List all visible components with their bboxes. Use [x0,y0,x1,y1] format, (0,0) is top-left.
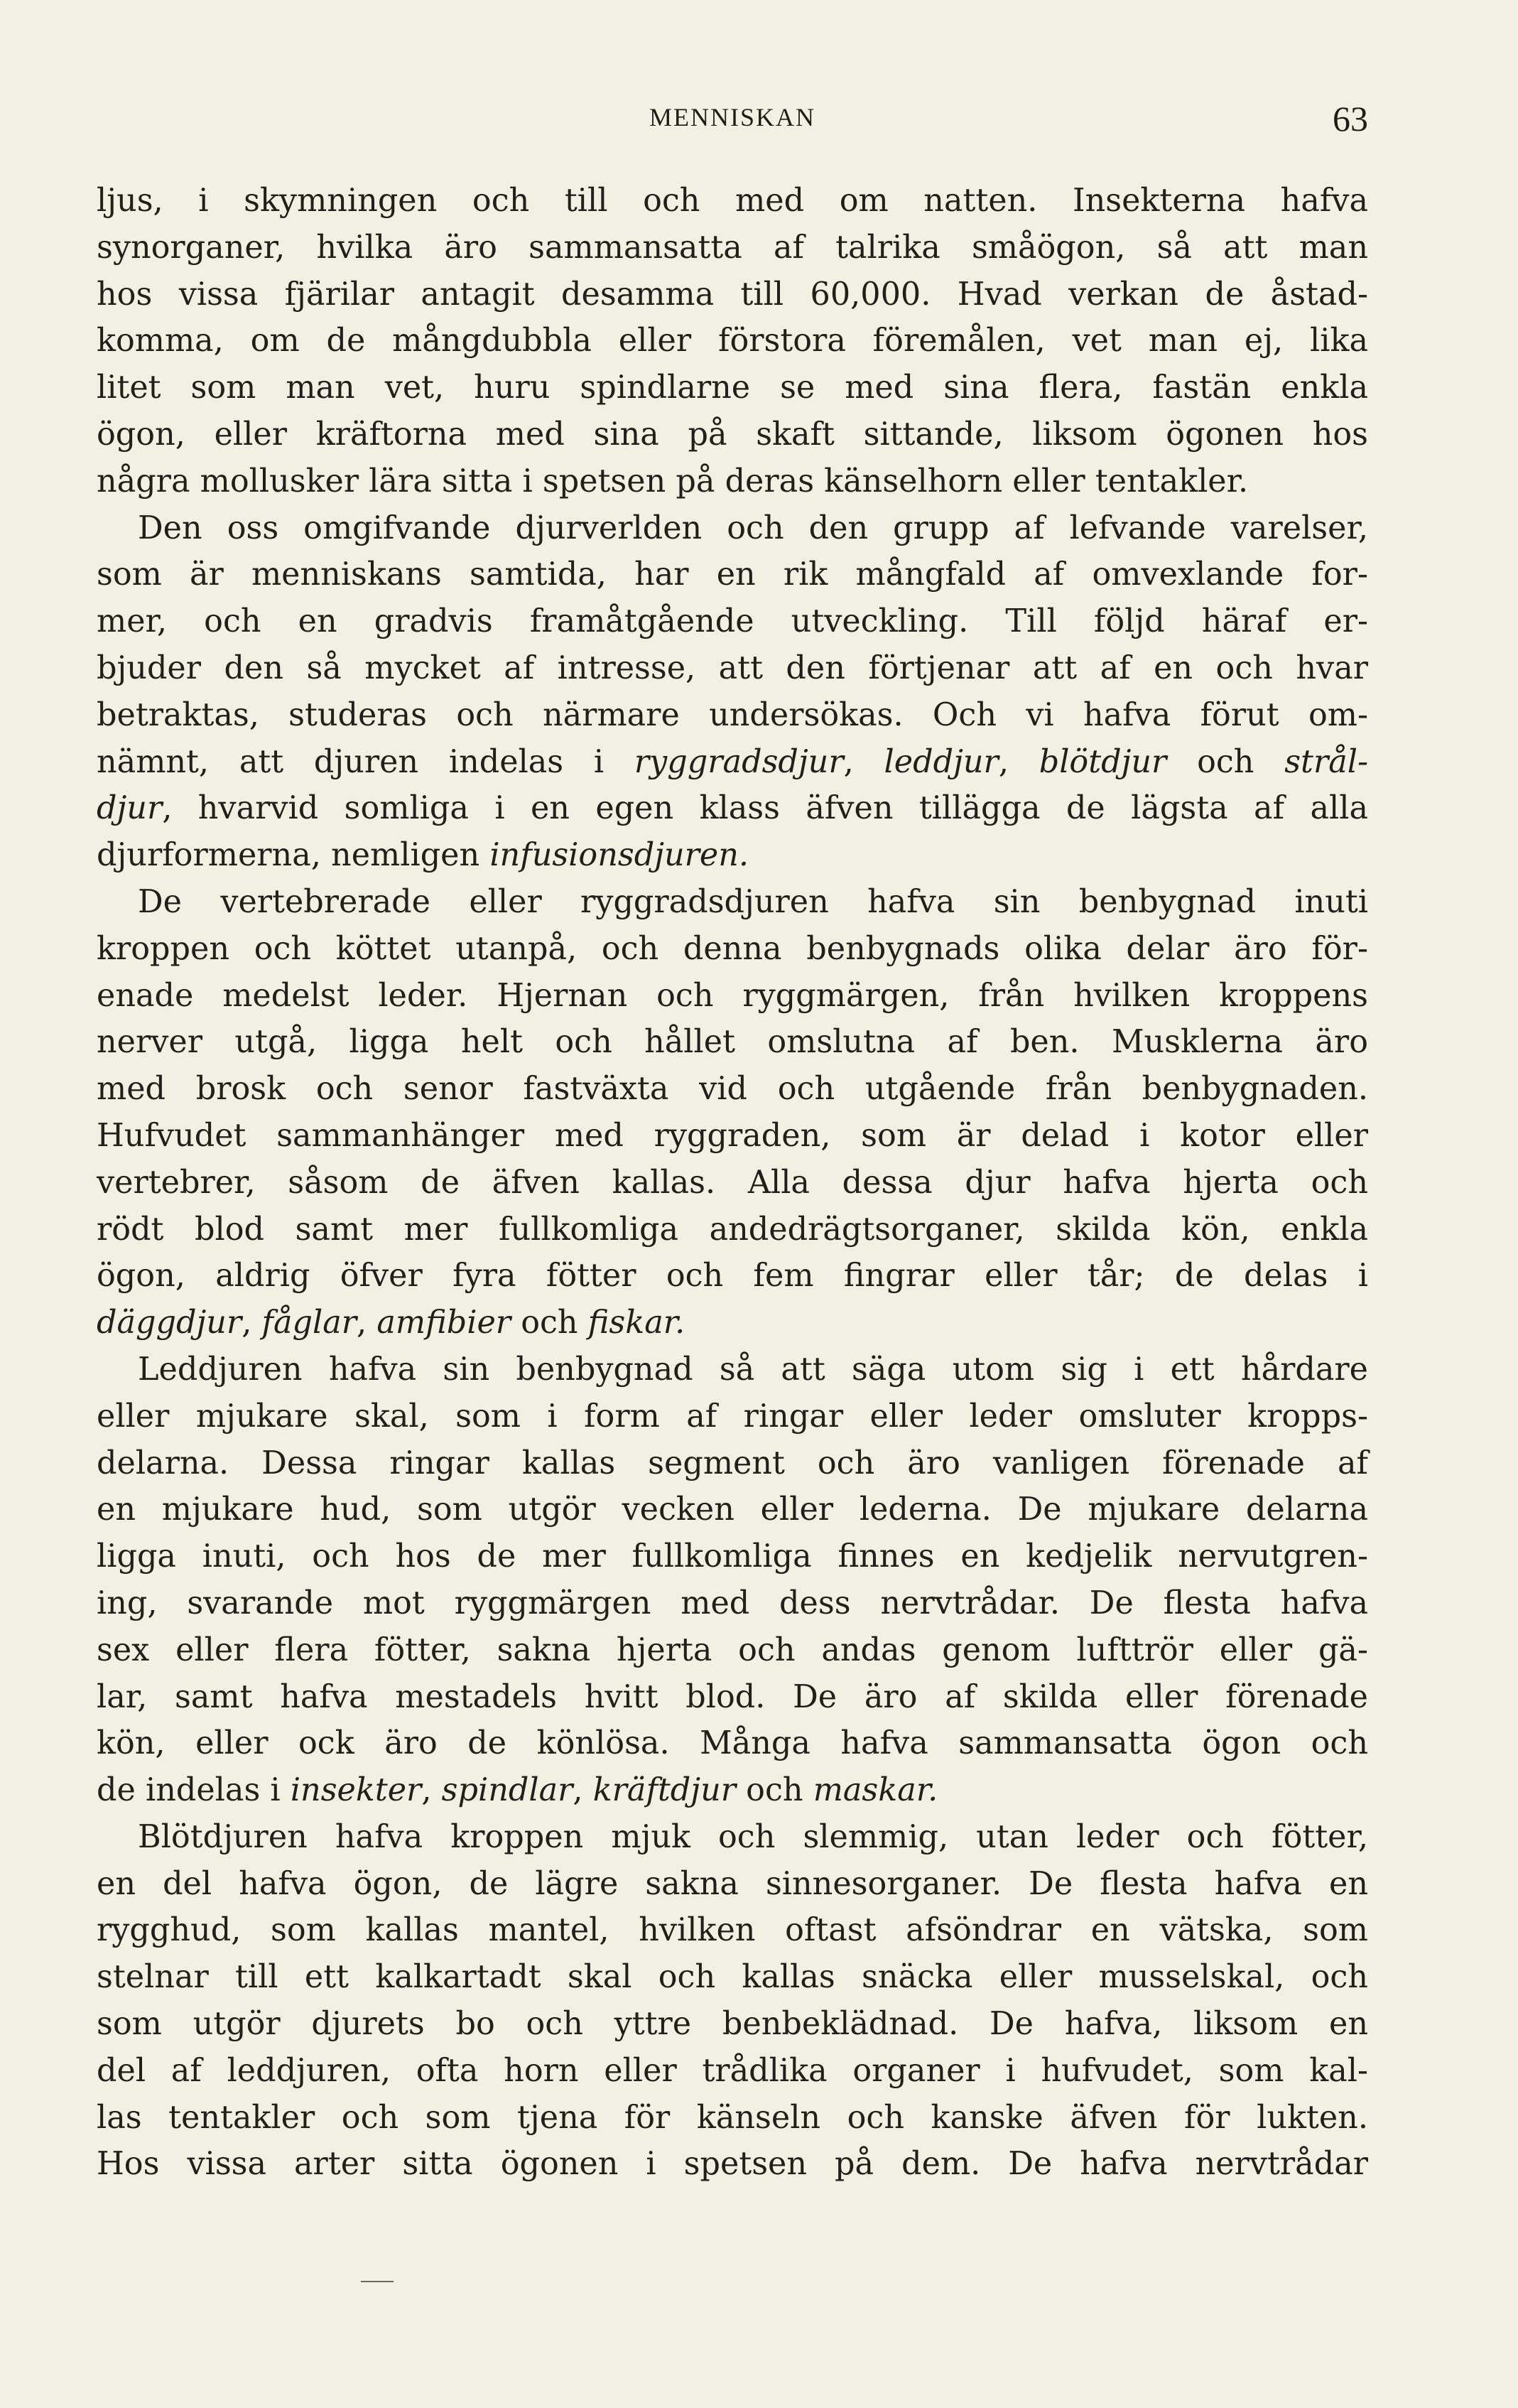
text-line [97,598,1368,645]
italic-term: maskar. [813,1772,938,1809]
text-line [97,1440,1368,1487]
text-line [97,1019,1368,1066]
text-segment: ögon, aldrig öfver fyra fötter och fem fingrar eller tår; de delas i [97,1258,1368,1295]
text-line [97,926,1368,973]
italic-term: amfibier [376,1305,511,1341]
text-line [97,365,1368,411]
italic-term: spindlar [441,1772,573,1809]
text-segment: nämnt, att djuren indelas i [97,743,634,780]
text-segment: komma, om de mångdubbla eller förstora föremålen, vet man ej, lika [97,323,1368,360]
italic-term: djur [97,790,163,827]
text-segment: , [357,1305,377,1341]
text-segment: De vertebrerade eller ryggradsdjuren hafva sin benbygnad inuti [138,883,1368,920]
italic-term: kräftdjur [592,1772,737,1809]
text-segment: sex eller flera fötter, sakna hjerta och andas genom lufttrör eller gä- [97,1631,1368,1668]
text-segment: hos vissa fjärilar antagit desamma till 60,000. Hvad verkan de åstad- [97,276,1368,313]
text-segment: , [242,1305,262,1341]
text-line [97,785,1368,832]
text-line [97,692,1368,739]
text-line [97,1486,1368,1533]
text-segment: nerver utgå, ligga helt och hållet omslutna af ben. Musklerna äro [97,1024,1368,1061]
text-line [97,1954,1368,2001]
text-line [97,271,1368,318]
text-line [97,1767,1368,1814]
italic-term: strål- [1284,743,1369,780]
running-title: MENNISKAN [649,103,815,131]
text-segment: Hufvudet sammanhänger med ryggraden, som är delad i kotor eller [97,1117,1368,1154]
text-segment: Den oss omgifvande djurverlden och den grupp af lefvande varelser, [138,509,1368,546]
text-segment: stelnar till ett kalkartadt skal och kallas snäcka eller musselskal, och [97,1959,1368,1996]
text-segment: las tentakler och som tjena för känseln och kanske äfven för lukten. [97,2099,1368,2136]
page-number: 63 [1333,99,1368,139]
text-segment: en mjukare hud, som utgör vecken eller lederna. De mjukare delarna [97,1491,1368,1528]
footer-rule [361,2281,394,2282]
text-line [97,458,1368,505]
text-segment: en del hafva ögon, de lägre sakna sinnesorganer. De flesta hafva en [97,1865,1368,1902]
text-segment: del af leddjuren, ofta horn eller trådlika organer i hufvudet, som kal- [97,2052,1368,2089]
text-segment: och [1166,743,1285,780]
text-line [97,2095,1368,2142]
italic-term: insekter [290,1772,422,1809]
body-text [97,178,1368,2188]
text-segment: med brosk och senor fastväxta vid och utgående från benbygnaden. [97,1071,1368,1108]
text-line [97,225,1368,271]
text-segment: , [421,1772,442,1809]
text-line [97,505,1368,552]
italic-term: infusionsdjuren. [489,837,749,874]
text-segment: rödt blod samt mer fullkomliga andedrägtsorganer, skilda kön, enkla [97,1211,1368,1248]
text-segment: ing, svarande mot ryggmärgen med dess nervtrådar. De flesta hafva [97,1584,1368,1621]
italic-term: ryggradsdjur [634,743,844,780]
text-line [97,1720,1368,1767]
text-segment: några mollusker lära sitta i spetsen på deras känselhorn eller tentakler. [97,463,1249,500]
text-line [97,318,1368,365]
text-segment: , [998,743,1039,780]
text-line [97,1300,1368,1346]
text-segment: mer, och en gradvis framåtgående utveckling. Till följd häraf er- [97,603,1368,640]
text-segment: Leddjuren hafva sin benbygnad så att säga utom sig i ett hårdare [138,1351,1368,1388]
text-line [97,1393,1368,1440]
text-segment: och [736,1772,813,1809]
text-line [97,1346,1368,1393]
text-line [97,551,1368,598]
text-line [97,739,1368,786]
text-line [97,1160,1368,1206]
text-line [97,2141,1368,2188]
text-segment: , [843,743,884,780]
text-line [97,411,1368,458]
text-line [97,973,1368,1020]
text-line [97,2001,1368,2048]
text-segment: eller mjukare skal, som i form af ringar eller leder omsluter kropps- [97,1398,1368,1435]
text-segment: lar, samt hafva mestadels hvitt blod. De äro af skilda eller förenade [97,1678,1368,1715]
text-segment: , hvarvid somliga i en egen klass äfven tillägga de lägsta af alla [162,790,1368,827]
text-line [97,2048,1368,2095]
text-line [97,1814,1368,1861]
text-segment: och [511,1305,588,1341]
text-segment: som utgör djurets bo och yttre benbeklädnad. De hafva, liksom en [97,2006,1368,2043]
text-line [97,1674,1368,1721]
text-segment: Hos vissa arter sitta ögonen i spetsen på dem. De hafva nervtrådar [97,2146,1368,2183]
text-segment: vertebrer, såsom de äfven kallas. Alla dessa djur hafva hjerta och [97,1164,1368,1201]
text-line [97,1253,1368,1300]
text-line [97,1861,1368,1908]
text-line [97,1907,1368,1954]
italic-term: blötdjur [1039,743,1167,780]
text-segment: ögon, eller kräftorna med sina på skaft sittande, liksom ögonen hos [97,416,1368,453]
text-segment: de indelas i [97,1772,291,1809]
text-segment: synorganer, hvilka äro sammansatta af talrika småögon, så att man [97,229,1368,266]
text-segment: litet som man vet, huru spindlarne se med sina flera, fastän enkla [97,369,1368,406]
text-segment: Blötdjuren hafva kroppen mjuk och slemmig, utan leder och fötter, [138,1818,1368,1855]
text-segment: ligga inuti, och hos de mer fullkomliga finnes en kedjelik nervutgren- [97,1538,1368,1575]
italic-term: fiskar. [587,1305,685,1341]
text-segment: rygghud, som kallas mantel, hvilken oftast afsöndrar en vätska, som [97,1912,1368,1949]
text-segment: djurformerna, nemligen [97,837,490,874]
text-segment: kön, eller ock äro de könlösa. Många hafva sammansatta ögon och [97,1725,1368,1762]
italic-term: fåglar [261,1305,357,1341]
text-segment: kroppen och köttet utanpå, och denna benbygnads olika delar äro för- [97,930,1368,967]
text-line [97,1113,1368,1160]
text-segment: bjuder den så mycket af intresse, att den förtjenar att af en och hvar [97,649,1368,686]
italic-term: leddjur [884,743,999,780]
text-line [97,645,1368,692]
text-segment: delarna. Dessa ringar kallas segment och äro vanligen förenade af [97,1445,1368,1481]
text-line [97,1580,1368,1627]
page-header [97,98,1368,148]
text-segment: ljus, i skymningen och till och med om natten. Insekterna hafva [97,183,1368,219]
text-line [97,1066,1368,1113]
text-line [97,879,1368,926]
italic-term: däggdjur [97,1305,242,1341]
text-line [97,1627,1368,1674]
text-segment: , [573,1772,593,1809]
text-line [97,1206,1368,1253]
text-segment: enade medelst leder. Hjernan och ryggmärgen, från hvilken kroppens [97,977,1368,1014]
text-line [97,178,1368,225]
text-segment: som är menniskans samtida, har en rik mångfald af omvexlande for- [97,556,1368,593]
text-line [97,832,1368,879]
text-line [97,1533,1368,1580]
text-segment: betraktas, studeras och närmare undersökas. Och vi hafva förut om- [97,696,1368,733]
